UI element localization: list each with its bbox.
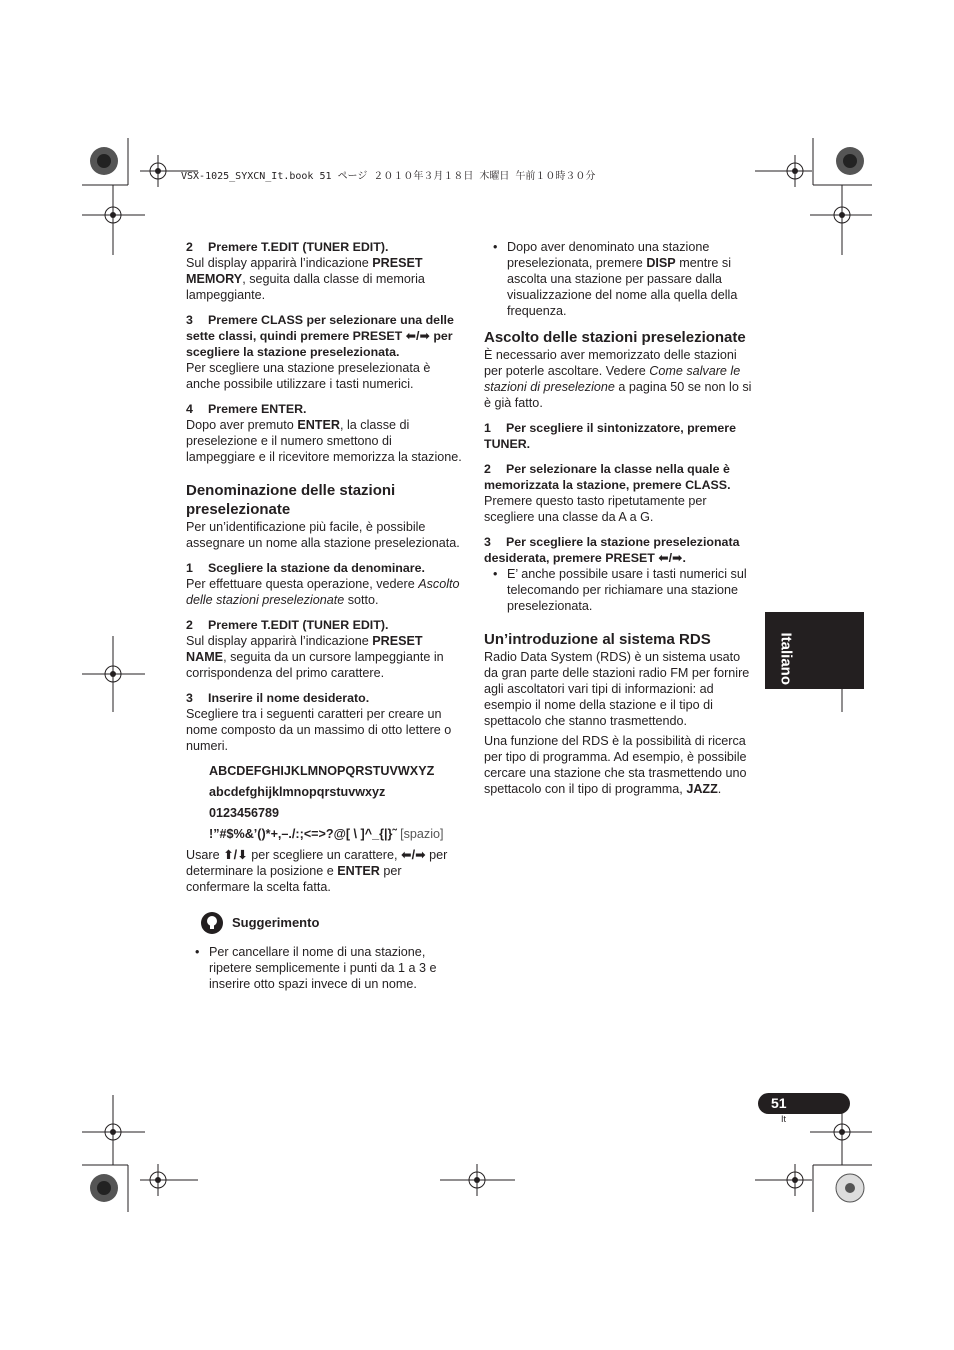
naming-step-3-heading: 3 Inserire il nome desiderato.: [186, 691, 370, 705]
naming-step-2-heading: 2 Premere T.EDIT (TUNER EDIT).: [186, 618, 389, 632]
lightbulb-tip-icon: [200, 911, 224, 935]
step-4-heading: 4 Premere ENTER.: [186, 402, 307, 416]
disp-bullet: • Dopo aver denominato una stazione preselezionata, premere DISP mentre si ascolta una stazione per passare dalla visualizzazione del nome alla quella della frequenza.: [484, 239, 756, 319]
right-bullet-list: [484, 239, 756, 319]
page-language-code: It: [781, 1114, 787, 1124]
tip-heading: Suggerimento: [200, 911, 462, 935]
rds-paragraph-2: Una funzione del RDS è la possibilità di ricerca per tipo di programma. Ad esempio, è possibile cercare una stazione che sta trasmettendo uno spettacolo con il tipo di programma, JAZZ.: [484, 734, 747, 796]
chars-symbols: !”#$%&’()*+,–./:;<=>?@[ \ ]^_{|}˜ [spazio]: [209, 827, 444, 841]
usage-instructions: Usare ⬆/⬇ per scegliere un carattere, ⬅/➡ per determinare la posizione e ENTER per confermare la scelta fatta.: [186, 848, 448, 894]
listen-intro: È necessario aver memorizzato delle stazioni per poterle ascoltare. Vedere Come salvare le stazioni di preselezione a pagina 50 se non lo si è già fatto.: [484, 348, 752, 410]
listen-step-2-heading: 2 Per selezionare la classe nella quale è memorizzata la stazione, premere CLASS.: [484, 462, 731, 492]
left-column: [186, 239, 462, 992]
chars-lowercase: abcdefghijklmnopqrstuvwxyz: [209, 785, 386, 799]
tip-list: [186, 944, 462, 992]
step-2-body: Sul display apparirà l’indicazione PRESET MEMORY, seguita dalla classe di memoria lampeggiante.: [186, 256, 425, 302]
numeric-keys-bullet: • E’ anche possibile usare i tasti numerici sul telecomando per richiamare una stazione preselezionata.: [484, 566, 756, 614]
step-4-body: Dopo aver premuto ENTER, la classe di preselezione e il numero smettono di lampeggiare e il ricevitore memorizza la stazione.: [186, 418, 462, 464]
right-column: [484, 239, 756, 797]
naming-intro: Per un’identificazione più facile, è possibile assegnare un nome alla stazione preselezionata.: [186, 520, 460, 550]
print-header-line: VSX-1025_SYXCN_It.book 51 ページ ２０１０年３月１８日 木曜日 午前１０時３０分: [181, 171, 596, 182]
chars-uppercase: ABCDEFGHIJKLMNOPQRSTUVWXYZ: [209, 764, 435, 778]
page-number-badge: 51: [758, 1093, 850, 1114]
listen-step-3-list: [484, 566, 756, 614]
step-3-heading: 3 Premere CLASS per selezionare una delle sette classi, quindi premere PRESET ⬅/➡ per scegliere la stazione preselezionata.: [186, 313, 454, 359]
listen-step-3-heading: 3 Per scegliere la stazione preselezionata desiderata, premere PRESET ⬅/➡.: [484, 535, 740, 565]
rds-paragraph-1: Radio Data System (RDS) è un sistema usato da gran parte delle stazioni radio FM per fornire agli ascoltatori vari tipi di informazioni: ad esempio il nome della stazione e il tipo di spettacolo che stanno trasmettendo.: [484, 650, 750, 728]
listen-step-2-body: Premere questo tasto ripetutamente per scegliere una classe da A a G.: [484, 494, 707, 524]
section-heading-listen: Ascolto delle stazioni preselezionate: [484, 329, 746, 346]
naming-step-3-body: Scegliere tra i seguenti caratteri per creare un nome composto da un massimo di otto lettere o numeri.: [186, 707, 452, 753]
language-side-tab-label: Italiano: [777, 632, 795, 686]
chars-digits: 0123456789: [209, 806, 280, 820]
naming-step-1-heading: 1 Scegliere la stazione da denominare.: [186, 561, 425, 575]
section-heading-naming: Denominazione delle stazioni preselezionate: [186, 482, 396, 518]
step-2-heading: 2 Premere T.EDIT (TUNER EDIT).: [186, 240, 389, 254]
step-3-body: Per scegliere una stazione preselezionata è anche possibile utilizzare i tasti numerici.: [186, 361, 431, 391]
naming-step-1-body: Per effettuare questa operazione, vedere Ascolto delle stazioni preselezionate sotto.: [186, 577, 460, 607]
listen-step-1-heading: 1 Per scegliere il sintonizzatore, premere TUNER.: [484, 421, 737, 451]
naming-step-2-body: Sul display apparirà l’indicazione PRESET NAME, seguita da un cursore lampeggiante in corrispondenza del primo carattere.: [186, 634, 444, 680]
character-set: [209, 763, 462, 842]
tip-item: • Per cancellare il nome di una stazione, ripetere semplicemente i punti da 1 a 3 e inserire otto spazi invece di un nome.: [186, 944, 462, 992]
section-heading-rds: Un’introduzione al sistema RDS: [484, 631, 711, 648]
